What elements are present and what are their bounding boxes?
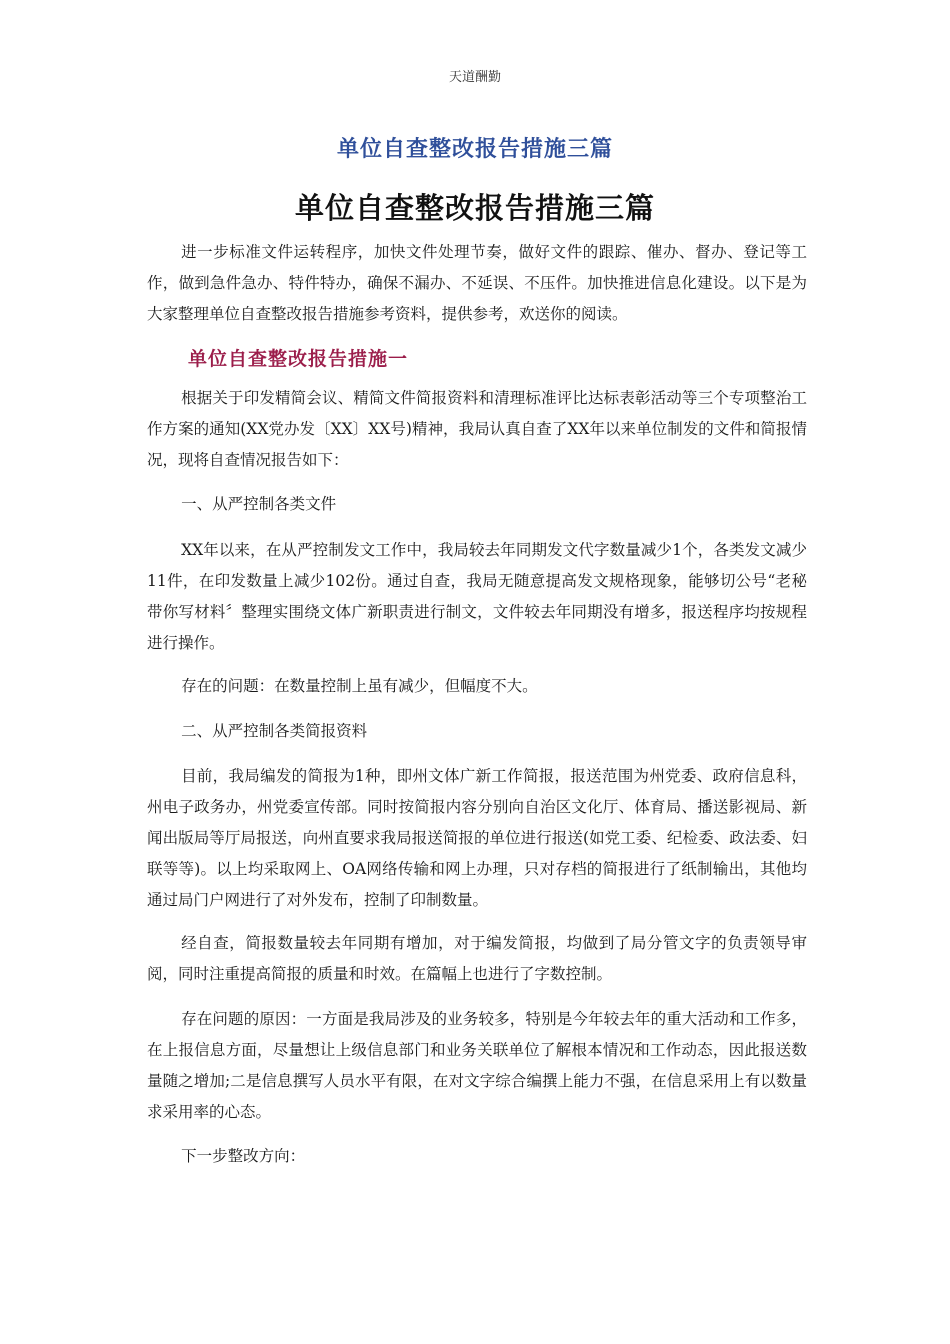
paragraph-document-issue: 存在的问题：在数量控制上虽有减少，但幅度不大。 [181,677,538,695]
paragraph-next-steps: 下一步整改方向： [181,1147,306,1165]
section1-block-i [147,1141,807,1172]
section1-block-a [147,383,807,476]
section1-block-d [147,671,807,702]
document-title-blue: 单位自查整改报告措施三篇 [336,137,613,162]
section1-block-g [147,928,807,990]
paragraph-documents: XX年以来，在从严控制发文工作中，我局较去年同期发文代字数量减少1个，各类发文减少11件，在印发数量上减少102份。通过自查，我局无随意提高发文规格现象，能够切公号“老秘带你写材料〞整理实围绕文体广新职责进行制文，文件较去年同期没有增多，报送程序均按规程进行操作。 [147,541,807,652]
intro-block [147,237,807,330]
section1-block-h [147,1004,807,1128]
page-header: 天道酬勤 [448,70,501,85]
subheading-briefings: 二、从严控制各类简报资料 [181,722,368,740]
section1-block-e [147,716,807,747]
section1-block-b [147,489,807,520]
paragraph-self-check: 经自查，简报数量较去年同期有增加，对于编发简报，均做到了局分管文字的负责领导审阅，同时注重提高简报的质量和时效。在篇幅上也进行了字数控制。 [147,934,807,983]
section1-block-c [147,535,807,659]
paragraph-basis: 根据关于印发精简会议、精简文件简报资料和清理标准评比达标表彰活动等三个专项整治工作方案的通知(XX党办发〔XX〕XX号)精神，我局认真自查了XX年以来单位制发的文件和简报情况，现将自查情况报告如下： [147,389,807,469]
section-heading: 单位自查整改报告措施一 [188,348,409,370]
subheading-documents: 一、从严控制各类文件 [181,495,337,513]
paragraph-briefings: 目前，我局编发的简报为1种，即州文体广新工作简报，报送范围为州党委、政府信息科，州电子政务办，州党委宣传部。同时按简报内容分别向自治区文化厅、体育局、播送影视局、新闻出版局等厅局报送，向州直要求我局报送简报的单位进行报送(如党工委、纪检委、政法委、妇联等等)。以上均采取网上、OA网络传输和网上办理，只对存档的简报进行了纸制输出，其他均通过局门户网进行了对外发布，控制了印制数量。 [147,767,807,909]
section1-block-f [147,761,807,916]
paragraph-causes: 存在问题的原因：一方面是我局涉及的业务较多，特别是今年较去年的重大活动和工作多，在上报信息方面，尽量想让上级信息部门和业务关联单位了解根本情况和工作动态，因此报送数量随之增加;二是信息撰写人员水平有限，在对文字综合编撰上能力不强，在信息采用上有以数量求采用率的心态。 [147,1010,807,1121]
intro-paragraph: 进一步标准文件运转程序，加快文件处理节奏，做好文件的跟踪、催办、督办、登记等工作，做到急件急办、特件特办，确保不漏办、不延误、不压件。加快推进信息化建设。以下是为大家整理单位自查整改报告措施参考资料，提供参考，欢送你的阅读。 [147,243,807,323]
document-title-main: 单位自查整改报告措施三篇 [294,191,655,225]
